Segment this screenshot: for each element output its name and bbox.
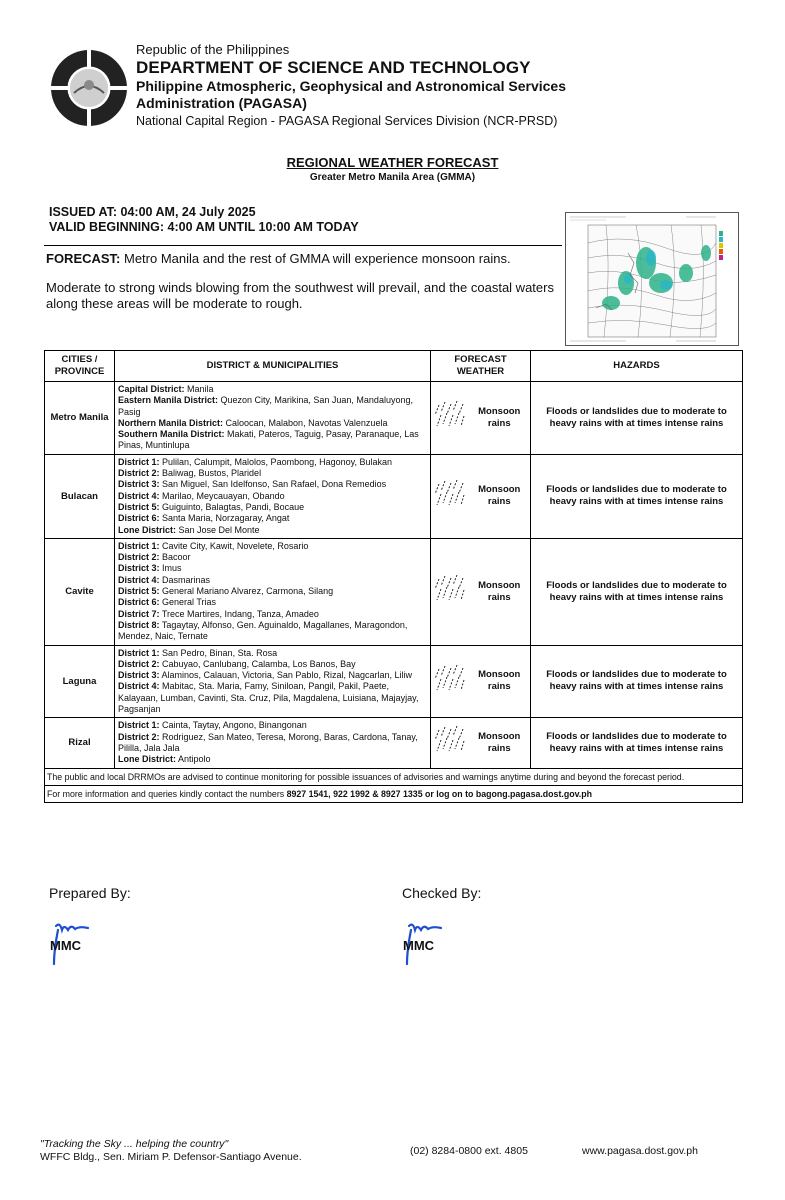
district-label: District 8: <box>118 619 160 630</box>
hazard-text: Floods or landslides due to moderate to heavy rains with at times intense rains <box>531 645 743 718</box>
hazard-text: Floods or landslides due to moderate to heavy rains with at times intense rains <box>531 454 743 538</box>
hazard-text: Floods or landslides due to moderate to heavy rains with at times intense rains <box>531 382 743 455</box>
table-row <box>45 382 743 455</box>
column-header-hazards: HAZARDS <box>531 351 743 382</box>
rain-icon <box>433 573 467 605</box>
district-areas: Mabitac, Sta. Maria, Famy, Siniloan, Pangil, Pakil, Paete, Kalayaan, Lumban, Cavinti, Sta. Cruz, Pila, Magdalena, Luisiana, Majayjay, Pagsanjan <box>118 681 419 715</box>
district-entry <box>118 479 427 490</box>
district-entry <box>118 732 427 755</box>
table-row <box>45 645 743 718</box>
district-label: District 4: <box>118 681 160 692</box>
district-areas: Pulilan, Calumpit, Malolos, Paombong, Hagonoy, Bulakan <box>159 456 392 467</box>
district-entry <box>118 586 427 597</box>
forecast-text: Metro Manila and the rest of GMMA will experience monsoon rains. <box>120 251 511 266</box>
district-label: District 3: <box>118 479 160 490</box>
district-label: District 3: <box>118 563 160 574</box>
table-header-row <box>45 351 743 382</box>
district-label: District 6: <box>118 597 160 608</box>
district-entry <box>118 429 427 452</box>
prepared-by-label: Prepared By: <box>49 885 131 901</box>
forecast-weather: Monsoon rains <box>469 538 531 645</box>
district-areas: Santa Maria, Norzagaray, Angat <box>159 513 290 524</box>
district-label: District 1: <box>118 456 160 467</box>
district-areas: Imus <box>159 563 182 574</box>
district-label: District 1: <box>118 540 160 551</box>
district-entry <box>118 468 427 479</box>
hazard-text: Floods or landslides due to moderate to heavy rains with at times intense rains <box>531 718 743 768</box>
district-label: District 5: <box>118 501 160 512</box>
republic-line: Republic of the Philippines <box>136 42 290 57</box>
province-name: Rizal <box>45 718 115 768</box>
district-label: District 1: <box>118 647 160 658</box>
rain-icon <box>433 724 467 756</box>
contact-text <box>45 785 743 802</box>
forecast-weather: Monsoon rains <box>469 454 531 538</box>
district-areas: Trece Martires, Indang, Tanza, Amadeo <box>159 608 319 619</box>
column-header-province: CITIES / PROVINCE <box>45 351 115 382</box>
district-areas: San Miguel, San Idelfonso, San Rafael, Dona Remedios <box>159 479 387 490</box>
weather-map-image <box>565 212 739 346</box>
district-label: District 7: <box>118 608 160 619</box>
district-entry <box>118 395 427 418</box>
agency-line-2: Administration (PAGASA) <box>136 95 307 111</box>
forecast-title-block <box>0 155 785 184</box>
page-title: REGIONAL WEATHER FORECAST <box>286 155 499 170</box>
contact-prefix: For more information and queries kindly contact the numbers <box>47 788 287 799</box>
district-entry <box>118 491 427 502</box>
prepared-initials: MMC <box>50 938 82 953</box>
forecast-weather: Monsoon rains <box>469 718 531 768</box>
footer-address-block <box>40 1138 302 1164</box>
district-entry <box>118 418 427 429</box>
district-label: District 4: <box>118 574 160 585</box>
district-areas: Caloocan, Malabon, Navotas Valenzuela <box>223 417 388 428</box>
rain-icon <box>433 478 467 510</box>
district-areas: Quezon City, Marikina, San Juan, Mandaluyong, Pasig <box>118 395 413 417</box>
advisory-text: The public and local DRRMOs are advised to continue monitoring for possible issuances of advisories and warnings anytime during and beyond the forecast period. <box>45 768 743 785</box>
district-areas: Antipolo <box>176 754 211 765</box>
district-label: District 3: <box>118 670 160 681</box>
district-entry <box>118 525 427 536</box>
district-label: District 6: <box>118 513 160 524</box>
forecast-weather: Monsoon rains <box>469 645 531 718</box>
contact-numbers: 8927 1541, 922 1992 & 8927 1335 or log on to bagong.pagasa.dost.gov.ph <box>286 788 592 799</box>
issued-block <box>49 205 359 235</box>
table-row <box>45 454 743 538</box>
district-label: District 2: <box>118 658 160 669</box>
forecast-weather: Monsoon rains <box>469 382 531 455</box>
district-areas: Dasmarinas <box>159 574 211 585</box>
prepared-signature <box>48 920 118 970</box>
district-label: District 5: <box>118 586 160 597</box>
district-areas: San Jose Del Monte <box>176 524 260 535</box>
district-areas: Cavite City, Kawit, Novelete, Rosario <box>159 540 309 551</box>
header-block <box>136 42 736 129</box>
weather-icon-cell <box>431 454 469 538</box>
district-areas: Makati, Pateros, Taguig, Pasay, Paranaque, Las Pinas, Muntinlupa <box>118 429 419 451</box>
district-entry <box>118 552 427 563</box>
district-areas: General Trias <box>159 597 217 608</box>
district-list <box>115 645 431 718</box>
agency-line-1: Philippine Atmospheric, Geophysical and Astronomical Services <box>136 78 566 94</box>
district-entry <box>118 659 427 670</box>
weather-icon-cell <box>431 538 469 645</box>
district-entry <box>118 563 427 574</box>
district-entry <box>118 754 427 765</box>
hazard-text: Floods or landslides due to moderate to heavy rains with at times intense rains <box>531 538 743 645</box>
district-label: Capital District: <box>118 384 185 394</box>
district-entry <box>118 541 427 552</box>
forecast-table <box>44 350 743 803</box>
district-label: Eastern Manila District: <box>118 395 219 406</box>
district-list <box>115 454 431 538</box>
district-list <box>115 538 431 645</box>
contact-row <box>45 785 743 802</box>
district-label: Lone District: <box>118 754 177 765</box>
rain-icon <box>433 663 467 695</box>
district-areas: Baliwag, Bustos, Plaridel <box>159 468 262 479</box>
district-entry <box>118 597 427 608</box>
district-entry <box>118 502 427 513</box>
district-areas: Tagaytay, Alfonso, Gen. Aguinaldo, Magallanes, Maragondon, Mendez, Naic, Ternate <box>118 619 408 642</box>
advisory-row <box>45 768 743 785</box>
district-entry <box>118 681 427 715</box>
footer-phone: (02) 8284-0800 ext. 4805 <box>410 1145 528 1157</box>
forecast-text-block <box>46 251 561 325</box>
district-label: District 4: <box>118 490 160 501</box>
district-label: Northern Manila District: <box>118 417 224 428</box>
district-areas: General Mariano Alvarez, Carmona, Silang <box>159 586 334 597</box>
district-label: District 2: <box>118 552 160 563</box>
province-name: Cavite <box>45 538 115 645</box>
district-entry <box>118 670 427 681</box>
rain-icon <box>433 399 467 431</box>
district-entry <box>118 513 427 524</box>
district-entry <box>118 457 427 468</box>
province-name: Laguna <box>45 645 115 718</box>
valid-period: VALID BEGINNING: 4:00 AM UNTIL 10:00 AM TODAY <box>49 220 359 234</box>
district-areas: Manila <box>184 384 214 394</box>
district-areas: Cabuyao, Canlubang, Calamba, Los Banos, Bay <box>159 658 356 669</box>
district-areas: Alaminos, Calauan, Victoria, San Pablo, Rizal, Nagcarlan, Liliw <box>159 670 412 681</box>
pagasa-seal-icon <box>49 48 129 128</box>
district-label: Lone District: <box>118 524 177 535</box>
forecast-label: FORECAST: <box>46 251 121 266</box>
district-label: District 2: <box>118 731 160 742</box>
weather-icon-cell <box>431 382 469 455</box>
department-title: DEPARTMENT OF SCIENCE AND TECHNOLOGY <box>136 58 531 77</box>
district-entry <box>118 384 427 395</box>
table-row <box>45 718 743 768</box>
issued-at: ISSUED AT: 04:00 AM, 24 July 2025 <box>49 205 256 219</box>
district-areas: Bacoor <box>159 552 191 563</box>
division-line: National Capital Region - PAGASA Regional Services Division (NCR-PRSD) <box>136 114 558 128</box>
district-label: Southern Manila District: <box>118 429 225 440</box>
footer-tagline: "Tracking the Sky ... helping the country" <box>40 1138 229 1150</box>
district-label: District 2: <box>118 468 160 479</box>
divider <box>44 245 562 246</box>
district-list <box>115 382 431 455</box>
district-entry <box>118 575 427 586</box>
province-name: Metro Manila <box>45 382 115 455</box>
page-subtitle: Greater Metro Manila Area (GMMA) <box>309 172 476 183</box>
table-row <box>45 538 743 645</box>
district-list <box>115 718 431 768</box>
winds-text: Moderate to strong winds blowing from the southwest will prevail, and the coastal waters along these areas will be moderate to rough. <box>46 280 554 311</box>
district-entry <box>118 620 427 643</box>
column-header-weather: FORECAST WEATHER <box>431 351 531 382</box>
checked-signature <box>401 920 471 970</box>
footer-website[interactable]: www.pagasa.dost.gov.ph <box>582 1145 698 1157</box>
checked-by-label: Checked By: <box>402 885 482 901</box>
district-entry <box>118 609 427 620</box>
weather-icon-cell <box>431 645 469 718</box>
district-areas: Guiguinto, Balagtas, Pandi, Bocaue <box>159 501 305 512</box>
district-areas: San Pedro, Binan, Sta. Rosa <box>159 647 278 658</box>
district-areas: Marilao, Meycauayan, Obando <box>159 490 285 501</box>
district-areas: Cainta, Taytay, Angono, Binangonan <box>159 720 307 731</box>
district-entry <box>118 648 427 659</box>
province-name: Bulacan <box>45 454 115 538</box>
footer-address: WFFC Bldg., Sen. Miriam P. Defensor-Santiago Avenue. <box>40 1151 302 1163</box>
column-header-district: DISTRICT & MUNICIPALITIES <box>115 351 431 382</box>
checked-initials: MMC <box>403 938 435 953</box>
district-areas: Rodriguez, San Mateo, Teresa, Morong, Baras, Cardona, Tanay, Pililla, Jala Jala <box>118 731 418 753</box>
weather-icon-cell <box>431 718 469 768</box>
district-entry <box>118 720 427 731</box>
district-label: District 1: <box>118 720 160 731</box>
